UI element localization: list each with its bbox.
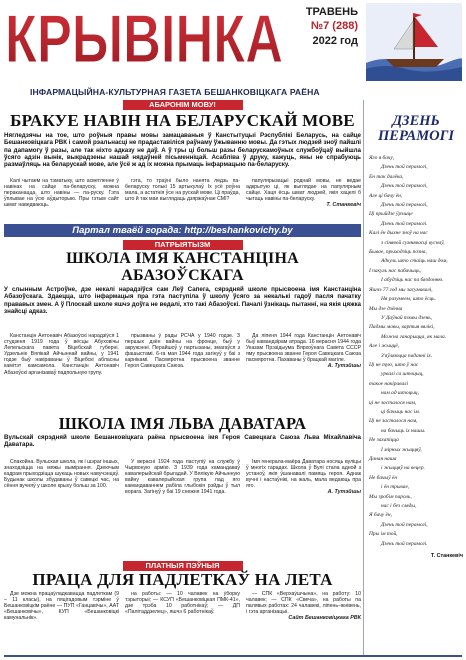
poem-title-line: ДЗЕНЬ <box>392 113 440 129</box>
poem-line: З'яўляюцца паданні іх. <box>381 352 433 359</box>
article-lead: Вульскай сярэдняй школе Бешанковіцкага раёна прысвоена імя Героя Савецкага Саюза Льва Міхайлавіча Даватара. <box>4 434 361 449</box>
poem-line: Але ці бачу ён, <box>369 192 403 199</box>
poem-line: ці бачыць нас ім. <box>381 408 420 415</box>
article-text: Калі чытаем на тэматыку, што асветленне ў навінах на сайце па-беларуску, можна пераканацца, што навіны — па-руску. Гэта ўплывае на ўсю аўдыторыю. Пры гэтым сайт шмат наведваюць. <box>4 178 119 209</box>
poem-line: Калі ён дыхне зноў на нас <box>369 230 428 237</box>
poem-sidebar <box>363 100 463 657</box>
author-signature: А. Тутэйшы <box>327 489 361 496</box>
issue-year: 2022 год <box>312 35 358 47</box>
article-lead: Нягледзячы на тое, што роўныя правы мовы замацаваныя ў Канстытуцыі Рэспублікі Беларусь, на сайце Бешанковіцкага РВК і самой рэальнасці не прадаставіліся раўнаму ўжыванню мовы. Да гэтых людзей зноў пайшлі па дапамогу ў разы, але так ніхто адказу не даў. А ў тры ці больш разы беларускамоўных службоўцаў выйшла ўсяго адзін вынік, выкрадзены нашай нядаўней пісьменніцай. Асабліва ў друку, кажуць, яны не спрабуюць размаўляць на беларускай мове, але ўсё ж ад іх можна прымаць інфармацыю па-беларуску. <box>4 132 361 169</box>
poem-title-line: ПЕРАМОГІ <box>378 128 454 144</box>
poem-line: Я бачу ён, <box>369 512 392 519</box>
author-signature: Т. Станкевіч <box>326 202 361 209</box>
poem-title[interactable] <box>369 114 463 144</box>
poem-line: Дзень той перамогі. <box>381 220 428 227</box>
article-headline[interactable]: ШКОЛА ІМЯ КАНСТАНЦІНА <box>66 250 299 267</box>
poem-line: Не бачыў ён <box>369 474 397 481</box>
poem-line: урвалі са штоцыц, <box>381 371 424 378</box>
article-body <box>4 178 361 222</box>
poem-line: Адкуль што стаіць наш дом, <box>381 258 448 265</box>
poem-line: Даная наша <box>369 456 397 462</box>
issue-number: №7 (288) <box>310 20 358 32</box>
article-text: Да ліпеня 1944 года Канстанцін Антонавіч быў камандзірам атрада. 16 верасня 1944 года Указам Прэзідыума Вярхоўнага Савета СССР яму прысвоена званне Героя Савецкага Саюза пасмяротна. Пахаваны ў брацкай магіле. <box>246 333 361 364</box>
article-text: прызваны ў рады РСЧА у 1940 годзе. З першых дзён вайны на фронце, быў у акружэнні. Перайшоў у партызаны, змагаўся з фашыстамі. 6-га мая 1944 года загінуў у баі з карнікамі. Пасмяротна прысвоена званне Героя Савецкага Саюза. <box>125 333 240 370</box>
poem-line: Мы зробім пароль, <box>369 493 412 500</box>
poem-line: Яго я бачу, <box>369 155 394 161</box>
poem-line: Ці не засталося нам, <box>369 418 418 425</box>
poem-line: І мірных жыццяў, <box>381 446 422 453</box>
rubric-label: ПАТРЫЯТЫЗМ <box>123 240 243 250</box>
logo-text: КРЫВІНКА <box>5 2 283 72</box>
poem-line: і жыццяў на вецер. <box>381 465 425 472</box>
issue-info <box>300 6 358 48</box>
poem-line: І пакуль нас пабачыць, <box>369 267 422 274</box>
poem-line: ці не засталося нам, <box>369 399 417 406</box>
article-text: Імя генерала-маёра Даватара носяць вуліцы ў многіх гарадах. Школа ў Вулі стала адной з устаноў, якія ўшанавалі памяць героя. Аднак вучні і настаўнікі, на жаль, мала ведаюць пра яго. <box>246 459 361 490</box>
article-lead: У слынным Астроўне, дзе некалі нарадзіўся сам Леў Сапега, сярэдняй школе прысвоена імя Канстанціна Абазоўскага. Здаецца, што інфармацыя пра гэта паступіла ў школу ўсяго за некалькі гадоў пасля пачатку прававых змен. А ў Плоскай школе яшчэ доўга не ведалі, хто такі Абазоўскі. Пачалі ўзнікаць пытанні, на якія цяжка знайсці адказ. <box>4 286 361 315</box>
article-text: У верасні 1924 года паступіў на службу ў Чырвоную армію. З 1939 года камандаваў кавалерыйскай брыгадай. У Вялікую Айчынную вайну кавалерыйская група пад яго камандаваннем рабіла глыбокія рэйды ў тыл ворага. Загінуў у баі 19 снежня 1941 года. <box>125 459 240 496</box>
poem-line: такое накіравалі <box>369 380 409 387</box>
article-text: Дзе можна працаўладкавацца падлеткам (9 – 11 класы), на пяцігадовым тэрміне ў Бешанковіцкім раёне — ПУП «Ганцавічы», ААТ «Бешанковічы», КУП «Бешанковіцкі камунальнік». <box>4 591 119 622</box>
poem-text <box>369 154 463 549</box>
poem-line: і ён трывае, <box>381 484 410 491</box>
poem-line: Яшчэ 77 год мы засумавалі, <box>369 286 433 293</box>
article-body <box>4 591 361 643</box>
article-text: Спакойна. Вульская школа, як і шэраг іншых, знаходзіцца на мяжы вымірання. Дзеючым кадрам прыходзіцца шукаць новых навучэнцаў. Будынак школы збудаваны ў савецкі час, на сёння вучняў у школе крыху больш за 100. <box>4 459 119 490</box>
poem-line: Пры ім той, <box>369 531 398 538</box>
masthead <box>0 0 466 97</box>
main-column <box>4 100 361 643</box>
poem-line: Ня разумеем, што ёсць. <box>381 296 436 303</box>
poem-line: У Даўнай тэмы дзень, <box>381 314 433 321</box>
portal-banner-link[interactable]: Партал тваёй горада: http://beshankovichy.by <box>4 224 361 237</box>
poem-line: з сінявой сумнявасці вуснаў, <box>381 239 445 246</box>
poem-author: Т. Станкевіч <box>430 553 463 560</box>
article-text: — СПК «Верхаўшчына», на работу: 10 чалавек; — СПК «Свеча», на работы па палявых работах: 24 чалавекі, ліпень–жнівень, і гэта арганізацыі. <box>246 591 361 616</box>
poem-line: нас і без сляды, <box>381 503 417 510</box>
poem-line: І абудзіць нас па бяздонню. <box>381 277 444 284</box>
newspaper-subtitle: ІНФАРМАЦЫЙНА-КУЛЬТУРНАЯ ГАЗЕТА БЕШАНКОВІЦКАГА РАЁНА <box>30 87 320 97</box>
rubric-label: ПЛАТНЫЯ ПЭЎНЫЯ <box>123 561 243 571</box>
author-signature: А. Тутэйшы <box>327 363 361 370</box>
rubric-label: АБАРОНІМ МОВУ! <box>123 100 243 110</box>
ship-emblem-icon <box>366 3 462 81</box>
poem-line: Ці прыйдзе ўрэшце <box>369 211 413 218</box>
poem-line: Падмы мовы, вартыя вялікі, <box>369 324 435 331</box>
article-headline[interactable]: БРАКУЕ НАВІН НА БЕЛАРУСКАЙ МОВЕ <box>10 111 355 130</box>
article-headline[interactable]: ПРАЦА ДЛЯ ПАДЛЕТКАЎ НА ЛЕТА <box>32 570 333 589</box>
poem-line: Дзень той перамогі, <box>381 164 428 171</box>
article-headline[interactable]: АБАЗОЎСКАГА <box>121 267 244 284</box>
article-body <box>4 459 361 559</box>
poem-line: Мы дзе дзённа <box>369 305 403 312</box>
poem-line: Можна ганарыцца, як мала. <box>381 333 447 340</box>
poem-line: Дзень той перамогі, <box>381 183 428 190</box>
poem-line: Але і жыццё, <box>369 343 400 350</box>
poem-line: Ці не тую, што ў нас <box>369 361 419 368</box>
article-text: папулярызацыі роднай мовы, не ведае адкрытую ці, як выглядае на папулярным сайце. Хаця ёсць шмат людзей, якія хацелі б чытаць навіны па-беларуску. <box>246 178 361 203</box>
poem-line: Ен так далёка, <box>369 173 404 180</box>
article-body <box>4 333 361 413</box>
newspaper-logo <box>3 2 286 72</box>
poem-line: на бачыць іх нашы. <box>381 427 426 434</box>
article-text: Канстанцін Антонавіч Абазоўскі нарадзіўся 1 студзеня 1919 года ў вёсцы Абуховічы Лепельскага павета Віцебскай губерні. Удзельнік Вялікай Айчыннай вайны, у 1941 годзе быў накіраваны ў Віцебскі абласны камітэт камсамола. Канстанцін Антонавіч Абазоўскі арганізаваў падпольную групу. <box>4 333 119 376</box>
poem-line: Дзень той перамогі. <box>381 540 428 547</box>
poem-line: нам ад штоцыц, <box>381 390 419 397</box>
article-headline[interactable]: ШКОЛА ІМЯ ЛЬВА ДАВАТАРА <box>58 414 307 433</box>
poem-line: Не захапіцца <box>369 437 399 444</box>
poem-line: Дзень той перамогі, <box>381 521 428 528</box>
issue-month: ТРАВЕНЬ <box>305 6 358 18</box>
poem-line: Бывае, прыходзіць позна, <box>369 249 427 256</box>
page-bottom-rule <box>4 655 462 657</box>
poem-line: Дзень той перамогі, <box>381 202 428 209</box>
article-text: гэта, то траўні было нанята ледзь па-беларуску толькі 15 артыкулаў. Іх усё роўна мала, а астатнія ўсе на рускай мове. Ці праўда, што й так мае выглядаць дзяржаўнае СМІ? <box>125 178 240 203</box>
author-signature: Сайт Бешанковіцкага РВК <box>288 615 361 622</box>
article-text: на работы: — 10 чалавек на ўборку тэрыторыі; — КСУП «Бешанковіцкая ПМК-41», дзе трэба 10 работнікаў; — ДП «Палітаддзелец», яшчэ 6 работнікаў. <box>125 591 240 616</box>
